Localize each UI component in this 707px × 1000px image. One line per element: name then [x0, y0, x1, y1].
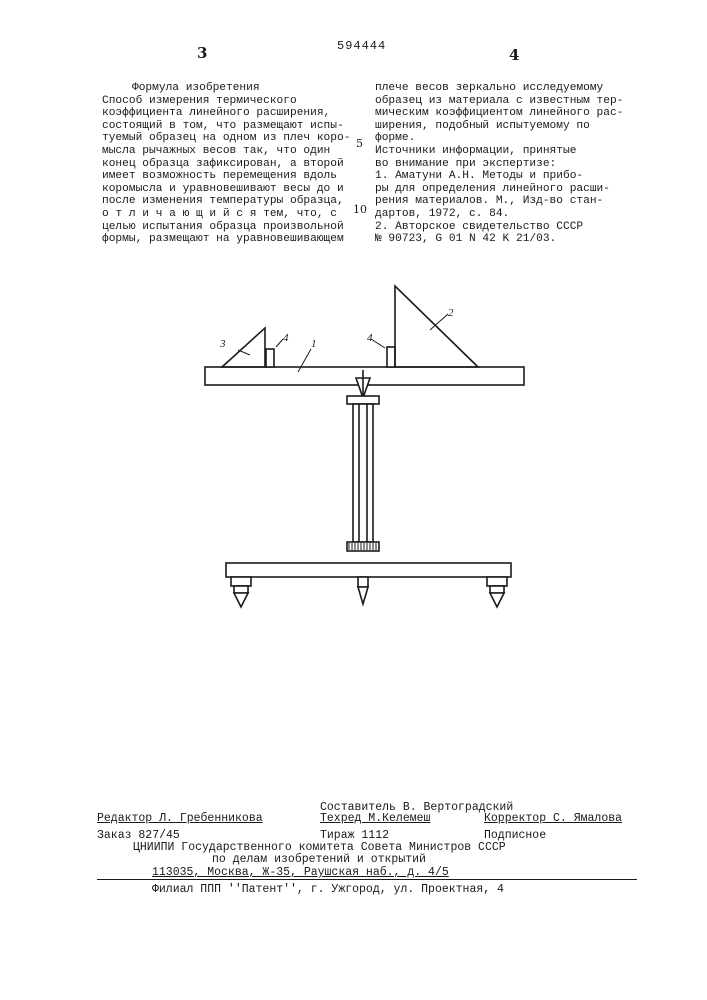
column [353, 404, 373, 542]
text-line: конец образца зафиксирован, а второй [102, 157, 344, 170]
text-line: ширения, подобный испытуемому по [375, 119, 590, 132]
line-marker-5: 5 [356, 137, 363, 150]
text-line: мысла рычажных весов так, что один [102, 144, 331, 157]
address: 113035, Москва, Ж-35, Раушская наб., д. 4/5 [152, 866, 449, 879]
text-line: ры для определения линейного расши- [375, 182, 610, 195]
right-specimen [395, 286, 478, 367]
text-line: о т л и ч а ю щ и й с я тем, что, с [102, 207, 337, 220]
text-line: образец из материала с известным тер- [375, 94, 624, 107]
page-number-right: 4 [509, 46, 520, 64]
department: по делам изобретений и открытий [212, 853, 426, 866]
text-line: после изменения температуры образца, [102, 195, 344, 208]
text-line: 2. Авторское свидетельство СССР [375, 220, 584, 233]
left-stop [266, 349, 274, 367]
editor: Редактор Л. Гребенникова [97, 812, 263, 825]
right-stop [387, 347, 395, 367]
right-foot-block [487, 577, 507, 586]
corrector: Корректор С. Ямалова [484, 812, 623, 825]
text-line: плече весов зеркально исследуемому [375, 82, 604, 94]
imprint-rule [97, 879, 637, 880]
patent-number: 594444 [337, 39, 387, 53]
text-line: имеет возможность перемещения вдоль [102, 170, 337, 183]
text-line: 1. Аматуни А.Н. Методы и прибо- [375, 170, 584, 183]
branch: Филиал ППП ''Патент'', г. Ужгород, ул. Проектная, 4 [152, 883, 504, 896]
order: Заказ 827/45 [97, 829, 180, 842]
text-line: формы, размещают на уравновешивающем [102, 233, 344, 246]
institute: ЦНИИПИ Государственного комитета Совета Министров СССР [133, 841, 506, 854]
text-line: № 90723, G 01 N 42 K 21/03. [375, 233, 557, 246]
line-marker-10: 10 [353, 203, 367, 216]
text-line: Способ измерения термического [102, 94, 297, 107]
left-specimen [222, 328, 265, 367]
text-line: целью испытания образца произвольной [102, 220, 344, 233]
label-2: 2 [448, 307, 454, 319]
text-line: Источники информации, принятые [375, 144, 577, 157]
left-foot-block [231, 577, 251, 586]
text-line: форме. [375, 132, 416, 145]
text-line: коэффициента линейного расширения, [102, 107, 331, 120]
text-line: мическим коэффициентом линейного рас- [375, 107, 624, 120]
text-line: во внимание при экспертизе: [375, 157, 557, 170]
label-4-right: 4 [367, 332, 373, 344]
label-4-left: 4 [283, 332, 289, 344]
text-line: рения материалов. М., Изд-во стан- [375, 195, 604, 208]
text-line: дартов, 1972, с. 84. [375, 207, 510, 220]
base-plate [226, 563, 511, 577]
text-line: туемый образец на одном из плеч коро- [102, 132, 351, 145]
compiler: Составитель В. Вертоградский [320, 801, 514, 814]
label-1: 1 [311, 338, 317, 350]
subscription: Подписное [484, 829, 547, 842]
claims-title: Формула изобретения [132, 82, 260, 94]
page-number-left: 3 [197, 44, 208, 62]
center-foot [358, 577, 368, 587]
text-line: коромысла и уравновешивают весы до и [102, 182, 344, 195]
text-line: состоящий в том, что размещают испы- [102, 119, 344, 132]
label-3: 3 [220, 338, 226, 350]
column-cap [347, 396, 379, 404]
circulation: Тираж 1112 [320, 829, 390, 842]
techred: Техред М.Келемеш [320, 812, 431, 825]
